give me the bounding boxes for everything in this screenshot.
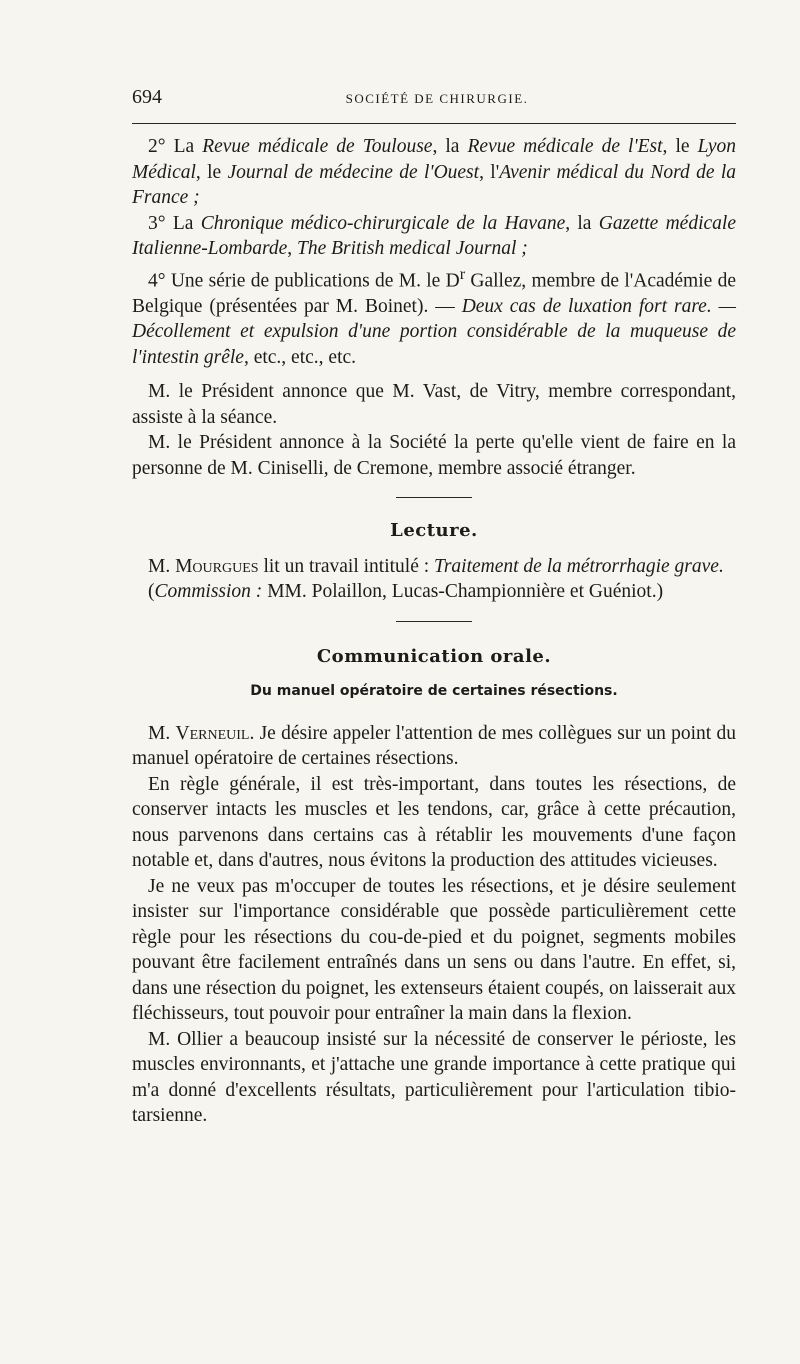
body-paragraph: M. Verneuil. Je désire appeler l'attention de mes collègues sur un point du manuel opératoire de certaines résections. <box>132 722 736 769</box>
header-rule <box>132 123 736 124</box>
section-subheading: Du manuel opératoire de certaines résections. <box>250 683 618 699</box>
page-number: 694 <box>132 86 162 108</box>
section-divider <box>396 621 472 622</box>
body-paragraph: M. Ollier a beaucoup insisté sur la nécessité de conserver le périoste, les muscles environnants, et j'attache une grande importance à cette pratique qui m'a donné d'excellents résultats, particulièrement pour l'articulation tibio-tarsienne. <box>132 1028 736 1126</box>
correspondence-item-3: 3° La Chronique médico-chirurgicale de la Havane, la Gazette médicale Italienne-Lombarde, The British medical Journal ; <box>132 212 736 259</box>
section-heading-lecture: Lecture. <box>390 520 478 541</box>
body-paragraph: Je ne veux pas m'occuper de toutes les résections, et je désire seulement insister sur l'importance considérable que possède particulièrement cette règle pour les résections du cou-de-pied et du poignet, segments mobiles pouvant être facilement entraînés dans un sens ou dans l'autre. En effet, si, dans une résection du poignet, les extenseurs étaient coupés, on laisserait aux fléchisseurs, tout pouvoir pour entraîner la main dans la flexion. <box>132 875 736 1024</box>
correspondence-item-2: 2° La Revue médicale de Toulouse, la Revue médicale de l'Est, le Lyon Médical, le Journal de médecine de l'Ouest, l'Avenir médical du Nord de la France ; <box>132 136 737 208</box>
commission-paragraph: (Commission : MM. Polaillon, Lucas-Championnière et Guéniot.) <box>148 581 664 602</box>
page-body <box>132 134 736 1129</box>
announcement-paragraph: M. le Président annonce que M. Vast, de Vitry, membre correspondant, assiste à la séance. <box>132 381 736 428</box>
running-title: SOCIÉTÉ DE CHIRURGIE. <box>345 91 529 106</box>
announcement-paragraph: M. le Président annonce à la Société la perte qu'elle vient de faire en la personne de M. Ciniselli, de Cremone, membre associé étranger. <box>132 432 736 479</box>
lecture-paragraph: M. Mourgues lit un travail intitulé : Traitement de la métrorrhagie grave. <box>148 555 724 577</box>
page-header <box>132 86 736 109</box>
correspondence-item-4: 4° Une série de publications de M. le $D^r$ Gallez, membre de l'Académie de Belgique (présentées par M. Boinet). — Deux cas de luxation fort rare. — Décollement et expulsion d'une portion considérable de la muqueuse de l'intestin grêle, etc., etc., etc. <box>132 264 736 368</box>
section-heading-communication: Communication orale. <box>316 645 552 667</box>
section-divider <box>396 497 472 498</box>
body-paragraph: En règle générale, il est très-important, dans toutes les résections, de conserver intacts les muscles et les tendons, car, grâce à cette précaution, nous parvenons dans certains cas à rétablir les mouvements d'une façon notable et, dans d'autres, nous évitons la production des attitudes vicieuses. <box>132 773 736 871</box>
